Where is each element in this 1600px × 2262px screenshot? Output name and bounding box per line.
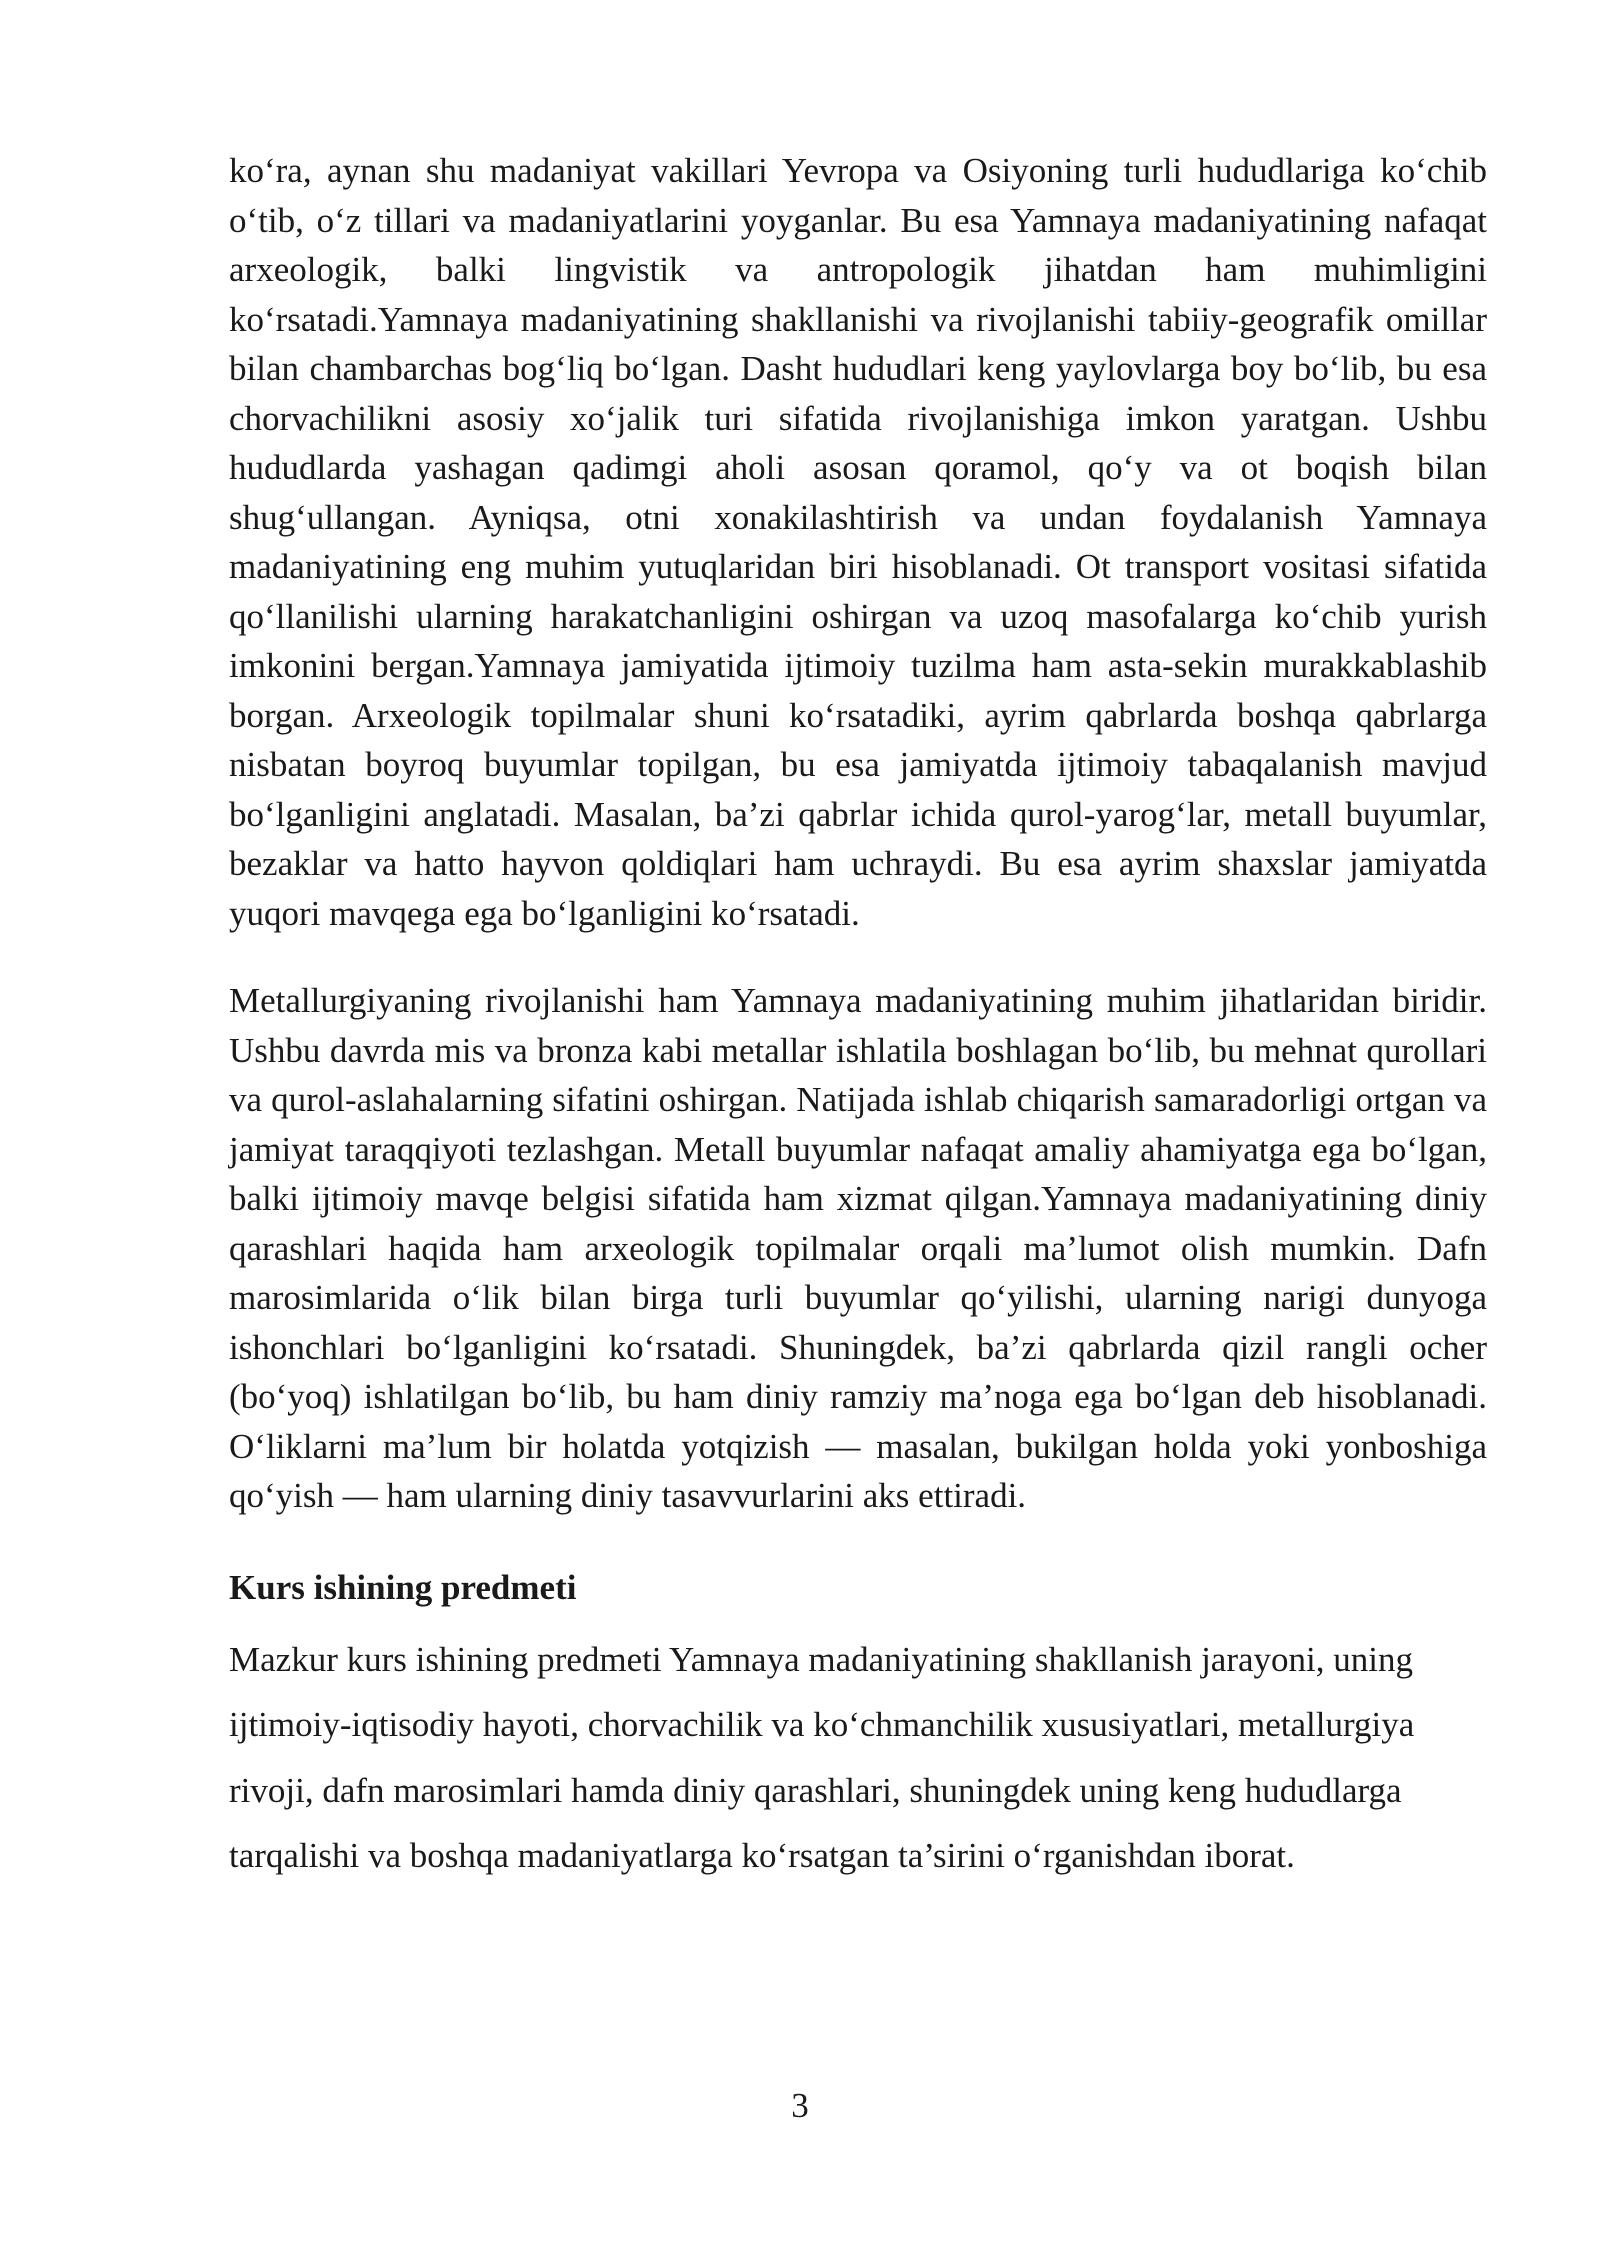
body-paragraph-2: Metallurgiyaning rivojlanishi ham Yamnaya madaniyatining muhim jihatlaridan biridir. Ushbu davrda mis va bronza kabi metallar ishlatila boshlagan bo‘lib, bu mehnat qurollari va qurol-aslahalarning sifatini oshirgan. Natijada ishlab chiqarish samaradorligi ortgan va jamiyat taraqqiyoti tezlashgan. Metall buyumlar nafaqat amaliy ahamiyatga ega bo‘lgan, balki ijtimoiy mavqe belgisi sifatida ham xizmat qilgan.Yamnaya madaniyatining diniy qarashlari haqida ham arxeologik topilmalar orqali ma’lumot olish mumkin. Dafn marosimlarida o‘lik bilan birga turli buyumlar qo‘yilishi, ularning narigi dunyoga ishonchlari bo‘lganligini ko‘rsatadi. Shuningdek, ba’zi qabrlarda qizil rangli ocher (bo‘yoq) ishlatilgan bo‘lib, bu ham diniy ramziy ma’noga ega bo‘lgan deb hisoblanadi. O‘liklarni ma’lum bir holatda yotqizish — masalan, bukilgan holda yoki yonboshiga qo‘yish — ham ularning diniy tasavvurlarini aks ettiradi. xyxy=(229,981,1487,1515)
page-body xyxy=(229,146,1487,1889)
section-paragraph: Mazkur kurs ishining predmeti Yamnaya madaniyatining shakllanish jarayoni, uning ijtimoiy-iqtisodiy hayoti, chorvachilik va ko‘chmanchilik xususiyatlari, metallurgiya rivoji, dafn marosimlari hamda diniy qarashlari, shuningdek uning keng hududlarga tarqalishi va boshqa madaniyatlarga ko‘rsatgan ta’sirini o‘rganishdan iborat. xyxy=(229,1639,1415,1875)
body-paragraph-1: ko‘ra, aynan shu madaniyat vakillari Yevropa va Osiyoning turli hududlariga ko‘chib o‘tib, o‘z tillari va madaniyatlarini yoyganlar. Bu esa Yamnaya madaniyatining nafaqat arxeologik, balki lingvistik va antropologik jihatdan ham muhimligini ko‘rsatadi.Yamnaya madaniyatining shakllanishi va rivojlanishi tabiiy-geografik omillar bilan chambarchas bog‘liq bo‘lgan. Dasht hududlari keng yaylovlarga boy bo‘lib, bu esa chorvachilikni asosiy xo‘jalik turi sifatida rivojlanishiga imkon yaratgan. Ushbu hududlarda yashagan qadimgi aholi asosan qoramol, qo‘y va ot boqish bilan shug‘ullangan. Ayniqsa, otni xonakilashtirish va undan foydalanish Yamnaya madaniyatining eng muhim yutuqlaridan biri hisoblanadi. Ot transport vositasi sifatida qo‘llanilishi ularning harakatchanligini oshirgan va uzoq masofalarga ko‘chib yurish imkonini bergan.Yamnaya jamiyatida ijtimoiy tuzilma ham asta-sekin murakkablashib borgan. Arxeologik topilmalar shuni ko‘rsatadiki, ayrim qabrlarda boshqa qabrlarga nisbatan boyroq buyumlar topilgan, bu esa jamiyatda ijtimoiy tabaqalanish mavjud bo‘lganligini anglatadi. Masalan, ba’zi qabrlar ichida qurol-yarog‘lar, metall buyumlar, bezaklar va hatto hayvon qoldiqlari ham uchraydi. Bu esa ayrim shaxslar jamiyatda yuqori mavqega ega bo‘lganligini ko‘rsatadi. xyxy=(229,151,1487,933)
section-heading: Kurs ishining predmeti xyxy=(229,1567,577,1607)
page-number: 3 xyxy=(791,2086,809,2125)
